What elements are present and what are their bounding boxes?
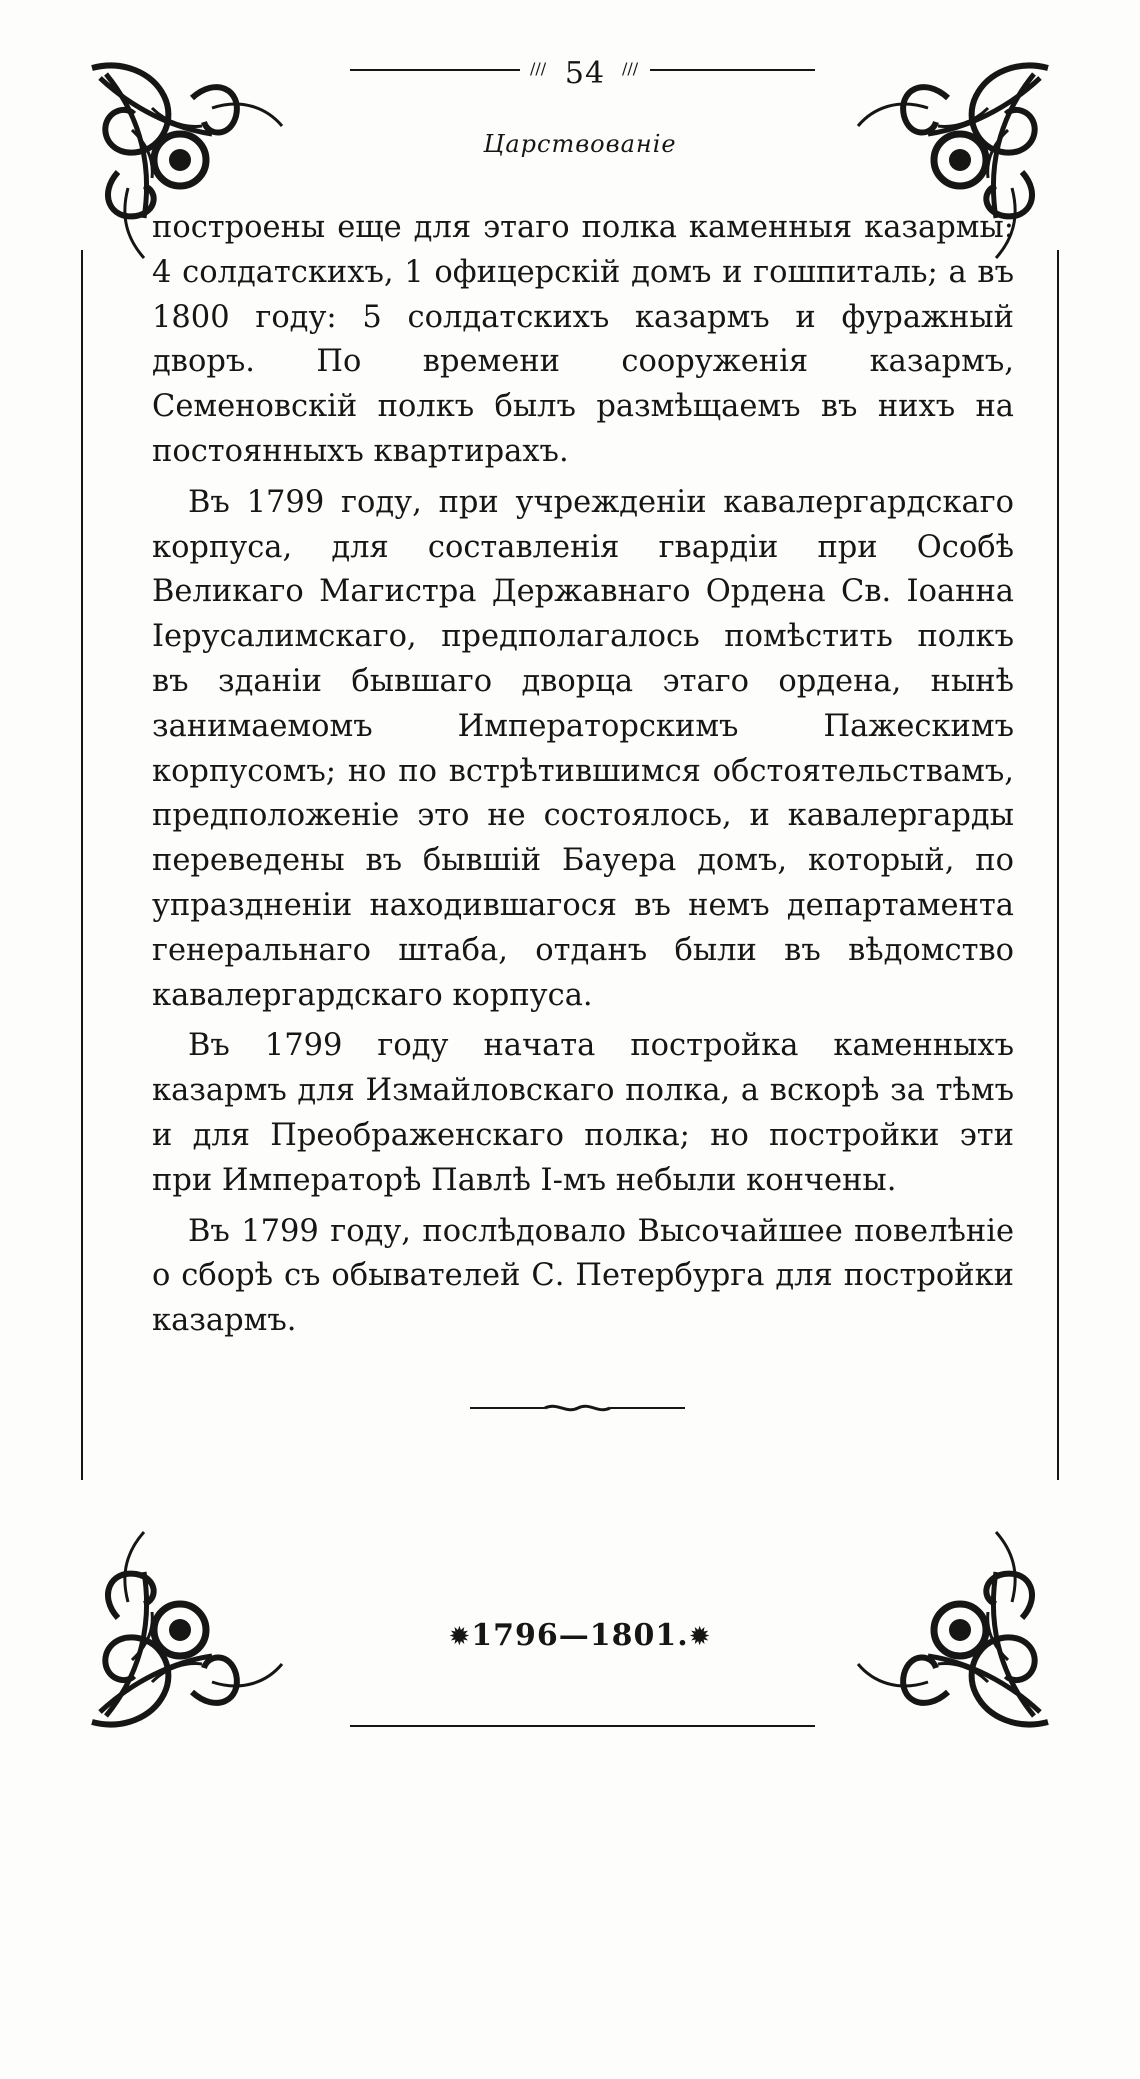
paragraph: Въ 1799 году начата постройка каменныхъ казармъ для Измайловскаго полка, а вскорѣ за тѣмъ и для Преображенскаго полка; но постройки эти при Императорѣ Павлѣ I-мъ небыли кончены. bbox=[152, 1028, 1014, 1198]
svg-text:///: /// bbox=[622, 59, 639, 78]
paragraph: построены еще для этаго полка каменныя казармы: 4 солдатскихъ, 1 офицерскій домъ и гошпиталь; а въ 1800 году: 5 солдатскихъ казармъ и фуражный дворъ. По времени сооруженія казармъ, Семеновскій полкъ былъ размѣщаемъ въ нихъ на постоянныхъ квартирахъ. bbox=[152, 210, 1014, 469]
page-number: 54 bbox=[564, 56, 606, 91]
running-title: Царствованіе bbox=[483, 130, 677, 158]
star-ornament-icon: ✹ bbox=[688, 1622, 712, 1652]
reign-dates: 1796—1801. bbox=[471, 1618, 689, 1653]
svg-text:///: /// bbox=[530, 59, 547, 78]
paragraph: Въ 1799 году, послѣдовало Высочайшее повелѣніе о сборѣ съ обывателей С. Петербурга для постройки казармъ. bbox=[152, 1213, 1014, 1339]
body-text bbox=[152, 206, 1014, 1350]
paragraph: Въ 1799 году, при учрежденіи кавалергардскаго корпуса, для составленія гвардіи при Особѣ Великаго Магистра Державнаго Ордена Св. Іоанна Іерусалимскаго, предполагалось помѣстить полкъ въ зданіи бывшаго дворца этаго ордена, нынѣ занимаемомъ Императорскимъ Пажескимъ корпусомъ; но по встрѣтившимся обстоятельствамъ, предположеніе это не состоялось, и кавалергарды переведены въ бывшій Бауера домъ, который, по упраздненіи находившагося въ немъ департамента генеральнаго штаба, отданъ были въ вѣдомство кавалергардскаго корпуса. bbox=[152, 484, 1014, 1013]
footer-dates bbox=[420, 1618, 740, 1653]
star-ornament-icon: ✹ bbox=[448, 1622, 472, 1652]
